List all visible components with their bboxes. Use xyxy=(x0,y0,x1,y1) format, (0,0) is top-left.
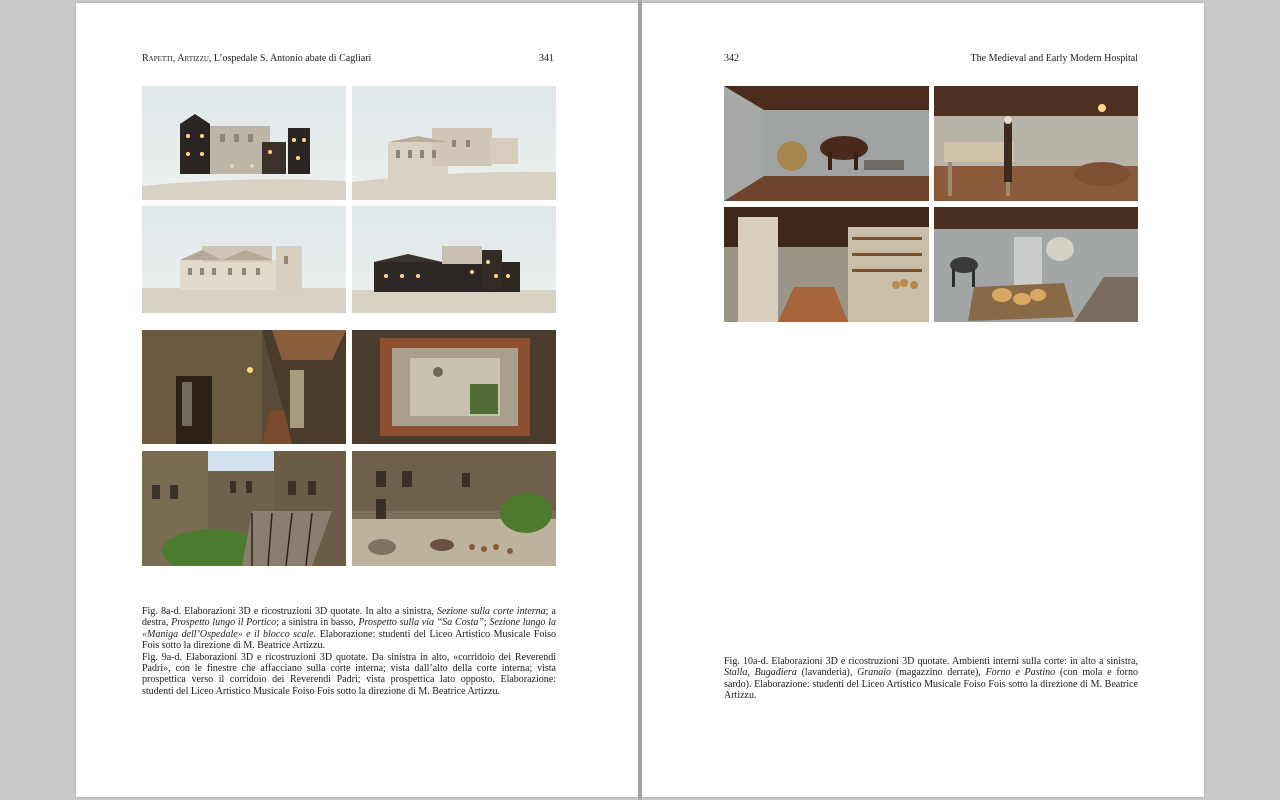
page-number-left: 341 xyxy=(539,53,554,64)
caption8-italic-4: Sezione lungo la «Maniga dell’Ospedale» e il blocco scale. xyxy=(142,617,556,640)
figure-8d-image xyxy=(352,206,556,313)
caption-fig10 xyxy=(724,656,1138,702)
caption8-italic-1: Sezione sulla corte interna xyxy=(436,606,546,617)
caption10-italic-1: Stalla xyxy=(724,667,748,679)
running-head-left xyxy=(142,52,371,66)
figure-8c-image xyxy=(142,206,346,313)
caption-fig8 xyxy=(142,606,556,652)
figure-10c-image xyxy=(724,207,929,322)
caption10-text-5: (con mola e forno sardo). Elaborazione: studenti del Liceo Artistico Musicale Foiso Fois sotto la direzione di M. Beatrice Artizzu. xyxy=(724,667,1138,702)
caption8-text-2: ; a destra, xyxy=(142,606,556,629)
caption10-text-2: , xyxy=(747,667,755,679)
caption-fig9: Fig. 9a-d. Elaborazioni 3D e ricostruzioni 3D quotate. Da sinistra in alto, «corridoio dei Reverendi Padri», con le finestre che affacciano sulla corte interna; vista dall’alto della corte interna; vista prospettica verso il corridoio dei Reverendi Padri; vista prospettica lato opposto. Elaborazione: studenti del Liceo Artistico Musicale Foiso Fois sotto la direzione di M. Beatrice Artizzu. xyxy=(142,651,556,697)
caption8-italic-2: Prospetto lungo il Portico xyxy=(171,617,277,629)
caption8-italic-3: Prospetto sulla via “Sa Costa” xyxy=(358,617,484,629)
figure-9b-image xyxy=(352,330,556,444)
running-head-authors: Rapetti, Artizzu xyxy=(142,53,209,64)
caption10-italic-4: Forno e Pastino xyxy=(985,667,1056,679)
figure-10a-image xyxy=(724,86,929,201)
caption10-text-4: (magazzino derrate), xyxy=(891,667,986,679)
figure-9a-image xyxy=(142,330,346,444)
right-page xyxy=(642,3,1204,797)
left-page xyxy=(76,3,638,797)
caption10-italic-2: Bugadiera xyxy=(754,667,797,679)
figure-8a-image xyxy=(142,86,346,200)
caption8-text-4: ; xyxy=(483,617,490,629)
running-head-right: The Medieval and Early Modern Hospital xyxy=(970,53,1138,64)
figure-8b-image xyxy=(352,86,556,200)
caption8-text-1: Fig. 8a-d. Elaborazioni 3D e ricostruzioni 3D quotate. In alto a sinistra, xyxy=(142,606,437,617)
figure-10-caption xyxy=(724,656,1138,702)
caption8-text-5: Elaborazione: studenti del Liceo Artistico Musicale Foiso Fois sotto la direzione di M. Beatrice Artizzu. xyxy=(142,628,556,652)
figure-8-caption xyxy=(142,606,556,697)
figure-9c-image xyxy=(142,451,346,566)
caption8-text-3: ; a sinistra in basso, xyxy=(276,617,359,629)
caption10-text-3: (lavanderia), xyxy=(796,667,858,679)
figure-9d-image xyxy=(352,451,556,566)
page-number-right: 342 xyxy=(724,53,739,64)
caption10-text-1: Fig. 10a-d. Elaborazioni 3D e ricostruzioni 3D quotate. Ambienti interni sulla corte: in alto a sinistra, xyxy=(724,656,1138,667)
running-head-title: , L’ospedale S. Antonio abate di Cagliari xyxy=(208,53,372,64)
figure-10b-image xyxy=(934,86,1138,201)
caption10-italic-3: Granaio xyxy=(857,667,892,679)
figure-10d-image xyxy=(934,207,1138,322)
